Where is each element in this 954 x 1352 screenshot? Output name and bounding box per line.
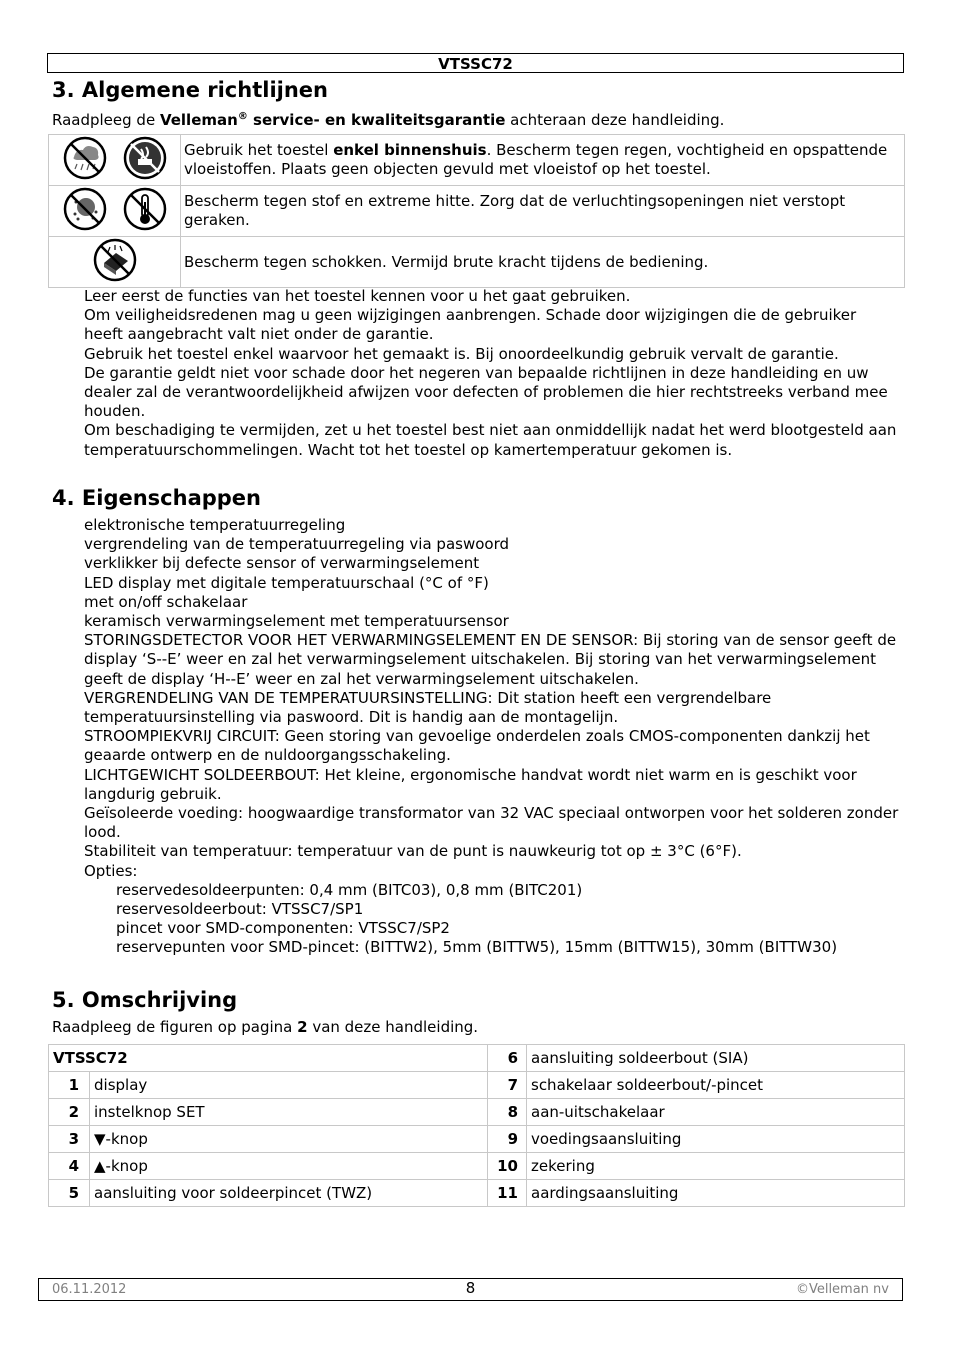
document-footer (38, 1278, 903, 1301)
section-3-guidelines (84, 287, 899, 460)
options-list (84, 881, 899, 958)
safety-row-dust-heat: Bescherm tegen stof en extreme hitte. Zorg dat de verluchtingsopeningen niet verstopt geraken. (49, 186, 905, 237)
feature-item: vergrendeling van de temperatuurregeling via paswoord (84, 535, 510, 554)
footer-copyright: ©Velleman nv (795, 1282, 889, 1297)
section-5-heading: 5. Omschrijving (52, 988, 238, 1012)
no-liquid-spill-icon (122, 135, 168, 181)
table-row: 4 ▲-knop 10 zekering (49, 1153, 905, 1180)
table-row: 1 display 7 schakelaar soldeerbout/-pincet (49, 1072, 905, 1099)
table-row: 3 ▼-knop 9 voedingsaansluiting (49, 1126, 905, 1153)
feature-item: STORINGSDETECTOR VOOR HET VERWARMINGSELEMENT EN DE SENSOR: Bij storing van de sensor geeft de display ‘S--E’ weer en zal het verwarmingselement uitschakelen. Bij storing van het verwarmingselement geeft de display ‘H--E’ weer en zal het verwarmingselement uitschakelen. (84, 631, 897, 688)
model-name: VTSSC72 (438, 55, 513, 73)
option-item: reservepunten voor SMD-pincet: (BITTW2), 5mm (BITTW5), 15mm (BITTW15), 30mm (BITTW30) (116, 938, 838, 957)
feature-item: LED display met digitale temperatuurschaal (°C of °F) (84, 573, 489, 592)
document-header (47, 53, 904, 73)
feature-item: elektronische temperatuurregeling (84, 516, 346, 534)
table-row: 5 aansluiting voor soldeerpincet (TWZ) 11 aardingsaansluiting (49, 1180, 905, 1207)
guideline-paragraph: Om veiligheidsredenen mag u geen wijzigingen aanbrengen. Schade door wijzigingen die de gebruiker heeft aangebracht valt niet onder de garantie. (84, 306, 857, 344)
guideline-paragraph: Gebruik het toestel enkel waarvoor het gemaakt is. Bij onoordeelkundig gebruik vervalt de garantie. (84, 344, 839, 363)
feature-item: Stabiliteit van temperatuur: temperatuur van de punt is nauwkeurig tot op ± 3°C (6°F). (84, 842, 742, 861)
guideline-paragraph: Om beschadiging te vermijden, zet u het toestel best niet aan onmiddellijk nadat het werd blootgesteld aan temperatuurschommelingen. Wacht tot het toestel op kamertemperatuur gekomen is. (84, 421, 897, 459)
guideline-paragraph: De garantie geldt niet voor schade door het negeren van bepaalde richtlijnen in deze handleiding en uw dealer zal de verantwoordelijkheid afwijzen voor defecten of problemen die hier rechtstreeks verband mee houden. (84, 363, 888, 421)
feature-item: keramisch verwarmingselement met temperatuursensor (84, 612, 509, 631)
option-item: reservedesoldeerpunten: 0,4 mm (BITC03), 0,8 mm (BITC201) (116, 880, 583, 899)
table-row: VTSSC72 6 aansluiting soldeerbout (SIA) (49, 1045, 905, 1072)
section-4-heading: 4. Eigenschappen (52, 486, 261, 510)
page-number: 8 (465, 1279, 476, 1297)
section-3-heading: 3. Algemene richtlijnen (52, 78, 328, 102)
section-3-intro: Raadpleeg de Velleman® service- en kwaliteitsgarantie achteraan deze handleiding. (52, 111, 725, 129)
no-dust-icon (62, 186, 108, 232)
table-row: 2 instelknop SET 8 aan-uitschakelaar (49, 1099, 905, 1126)
safety-icons-table (48, 134, 905, 288)
section-5-intro: Raadpleeg de figuren op pagina 2 van deze handleiding. (52, 1018, 479, 1036)
footer-date: 06.11.2012 (52, 1282, 127, 1297)
parts-table (48, 1044, 905, 1207)
feature-item: Geïsoleerde voeding: hoogwaardige transformator van 32 VAC speciaal ontworpen voor het solderen zonder lood. (84, 804, 899, 842)
option-item: pincet voor SMD-componenten: VTSSC7/SP2 (116, 919, 450, 938)
parts-table-title: VTSSC72 (49, 1045, 488, 1072)
guideline-paragraph: Leer eerst de functies van het toestel kennen voor u het gaat gebruiken. (84, 287, 631, 305)
feature-item: met on/off schakelaar (84, 592, 248, 611)
safety-row-indoor: Gebruik het toestel enkel binnenshuis. Bescherm tegen regen, vochtigheid en opspattende vloeistoffen. Plaats geen objecten gevuld met vloeistof op het toestel. (49, 135, 905, 186)
feature-item: STROOMPIEKVRIJ CIRCUIT: Geen storing van gevoelige onderdelen zoals CMOS-componenten dankzij het geaarde ontwerp en de nuldoorgangsschakeling. (84, 727, 870, 765)
feature-item: Opties: (84, 861, 138, 880)
no-heat-icon (122, 186, 168, 232)
feature-item: LICHTGEWICHT SOLDEERBOUT: Het kleine, ergonomische handvat wordt niet warm en is geschikt voor langdurig gebruik. (84, 765, 857, 803)
features-list (84, 516, 899, 958)
no-rain-icon (62, 135, 108, 181)
option-item: reservesoldeerbout: VTSSC7/SP1 (116, 900, 364, 919)
feature-item: verklikker bij defecte sensor of verwarmingselement (84, 554, 480, 573)
no-shock-icon (92, 237, 138, 283)
safety-row-shock: Bescherm tegen schokken. Vermijd brute kracht tijdens de bediening. (49, 237, 905, 288)
feature-item: VERGRENDELING VAN DE TEMPERATUURSINSTELLING: Dit station heeft een vergrendelbare temperatuursinstelling via paswoord. Dit is handig aan de montagelijn. (84, 688, 772, 727)
